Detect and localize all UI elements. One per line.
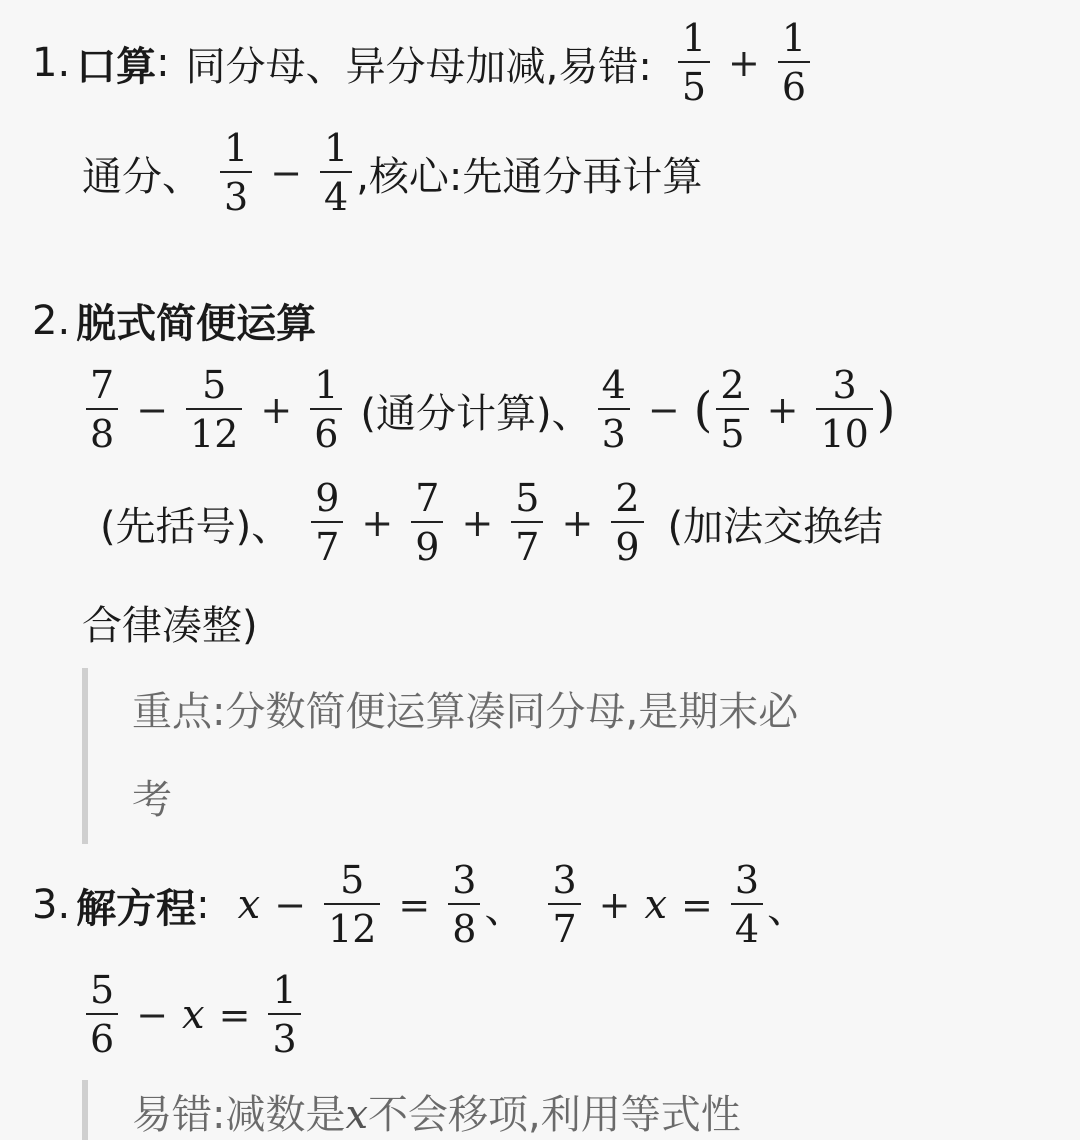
equals: =	[218, 993, 251, 1038]
fraction: $\frac{2}{9}$	[611, 478, 643, 568]
item-text: ,核心:先通分再计算	[356, 153, 703, 200]
item-1-line-2	[82, 128, 702, 218]
item-1-line-1	[32, 18, 814, 108]
item-2-blockquote	[82, 668, 798, 844]
item-text: 同分母、异分母加减,易错:	[185, 43, 652, 90]
fraction: $\frac{7}{8}$	[86, 365, 118, 455]
operator: −	[647, 388, 680, 433]
fraction: $\frac{1}{6}$	[310, 365, 342, 455]
fraction: $\frac{9}{7}$	[311, 478, 343, 568]
expression-note: 合律凑整)	[82, 603, 258, 649]
equals: =	[398, 883, 431, 928]
fraction: $\frac{5}{7}$	[511, 478, 543, 568]
operator: +	[766, 388, 799, 433]
right-paren: )	[876, 382, 896, 439]
fraction: $\frac{7}{9}$	[411, 478, 443, 568]
operator: +	[461, 501, 494, 546]
fraction: $\frac{5}{12}$	[324, 860, 380, 950]
fraction: $\frac{5}{12}$	[186, 365, 242, 455]
left-paren: (	[693, 382, 713, 439]
fraction: $\frac{1}{5}$	[678, 18, 710, 108]
fraction: $\frac{5}{6}$	[86, 970, 118, 1060]
separator: 、	[767, 885, 808, 932]
operator: −	[136, 388, 169, 433]
item-3-line-2	[82, 970, 305, 1060]
fraction: $\frac{3}{7}$	[548, 860, 580, 950]
item-3-blockquote	[82, 1080, 741, 1140]
item-number: 3.	[32, 882, 71, 929]
operator: +	[361, 501, 394, 546]
expression-note: (通分计算)、	[360, 390, 592, 437]
item-title: 口算	[76, 43, 157, 90]
expression-note: (加法交换结	[667, 503, 884, 550]
fraction: $\frac{1}{3}$	[268, 970, 300, 1060]
expression-note: (先括号)、	[100, 503, 292, 550]
item-3-line-1	[32, 860, 807, 950]
separator: 、	[484, 885, 525, 932]
item-title: 解方程	[76, 885, 197, 932]
variable: x	[237, 882, 261, 929]
item-2-expressions-line-2	[100, 478, 883, 568]
equals: =	[681, 883, 713, 928]
item-2-heading	[32, 292, 316, 349]
fraction: $\frac{1}{6}$	[778, 18, 810, 108]
quote-line: 重点:分数简便运算凑同分母,是期末必	[132, 689, 799, 735]
fraction: $\frac{3}{10}$	[816, 365, 872, 455]
fraction: $\frac{4}{3}$	[598, 365, 630, 455]
item-title: 脱式简便运算	[76, 301, 317, 347]
quote-line: 易错:减数是x不会移项,利用等式性	[132, 1092, 741, 1138]
item-2-expressions-line-3	[82, 594, 258, 651]
item-number: 1.	[32, 40, 71, 87]
item-colon: :	[196, 882, 210, 929]
variable: x	[182, 992, 205, 1039]
operator: +	[561, 501, 594, 546]
fraction: $\frac{3}{8}$	[448, 860, 480, 950]
operator: +	[728, 41, 760, 86]
operator: −	[270, 151, 303, 196]
variable: x	[345, 1092, 369, 1138]
item-text: 通分、	[82, 153, 202, 200]
quote-line: 考	[132, 777, 172, 823]
operator: −	[136, 993, 169, 1038]
operator: +	[598, 883, 631, 928]
item-number: 2.	[32, 297, 71, 344]
operator: −	[274, 883, 307, 928]
item-2-expressions-line-1	[82, 365, 896, 455]
fraction: $\frac{2}{5}$	[716, 365, 748, 455]
item-colon: :	[156, 40, 170, 87]
fraction: $\frac{1}{3}$	[220, 128, 252, 218]
fraction: $\frac{1}{4}$	[320, 128, 352, 218]
variable: x	[644, 882, 668, 929]
fraction: $\frac{3}{4}$	[731, 860, 763, 950]
operator: +	[260, 388, 293, 433]
